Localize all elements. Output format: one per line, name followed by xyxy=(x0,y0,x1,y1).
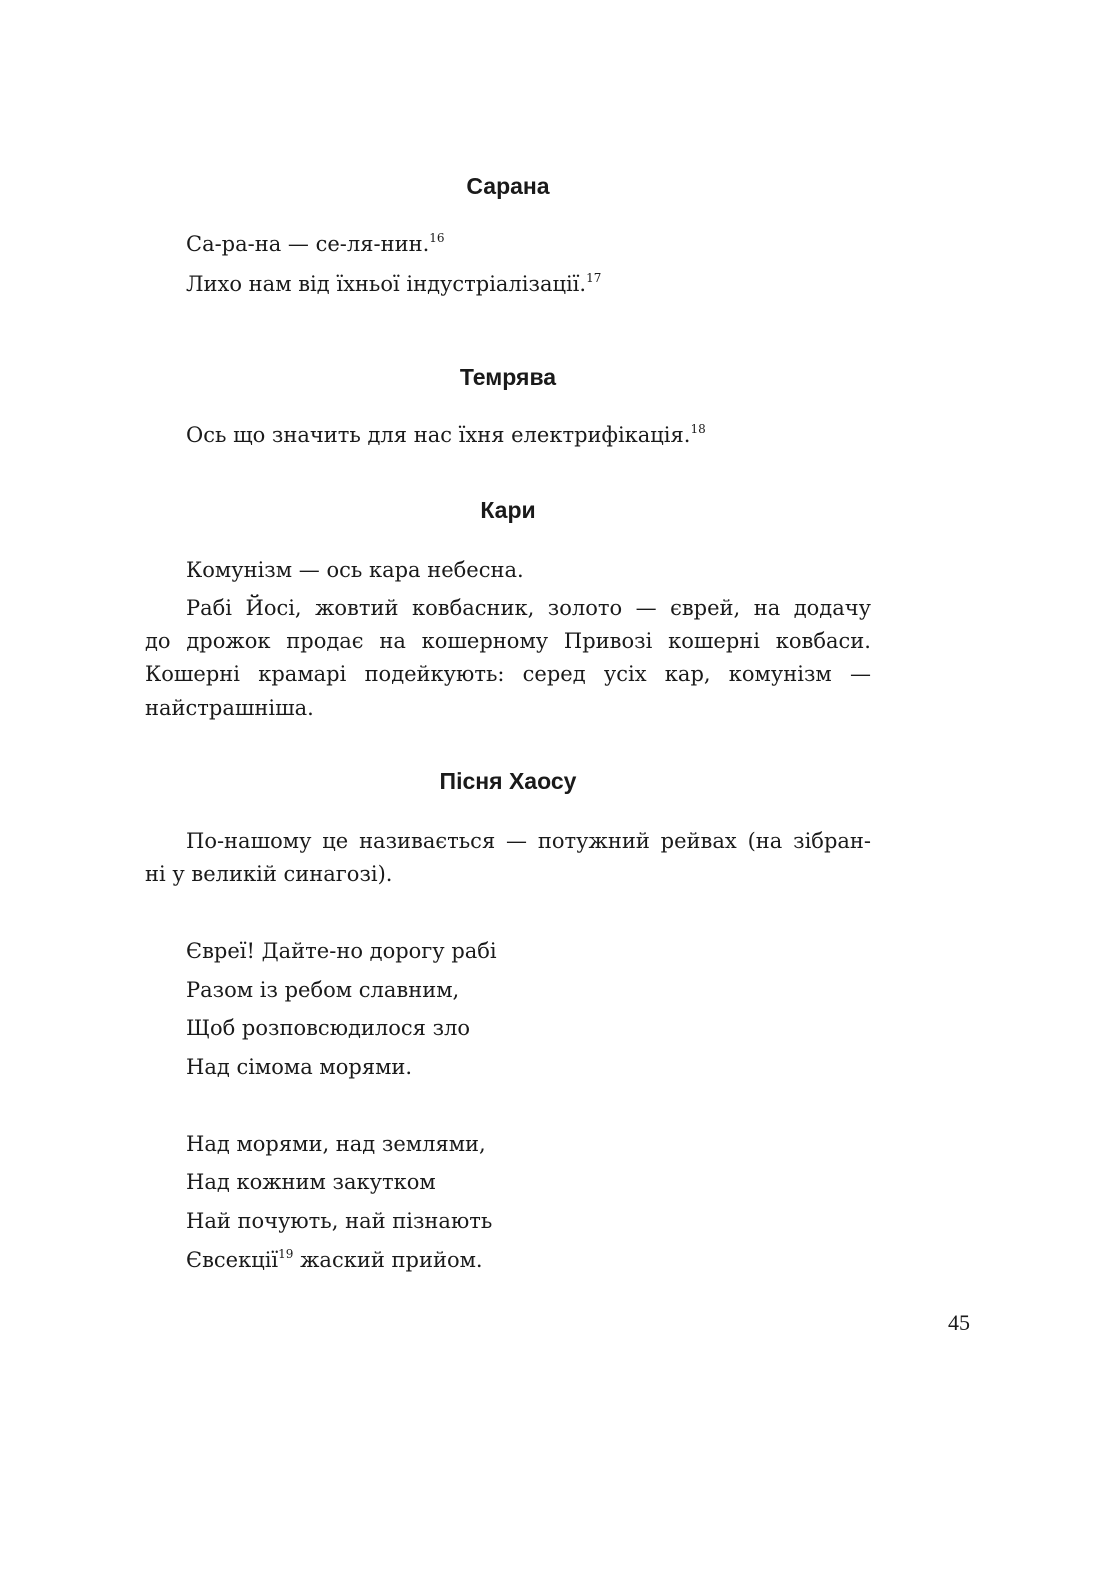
word: подейкують: xyxy=(364,662,505,686)
section-title-kary: Кари xyxy=(480,497,536,523)
word: рейвах xyxy=(660,829,737,853)
word: це xyxy=(322,829,349,853)
stanza-1-line-4: Над сімома морями. xyxy=(186,1055,413,1079)
word: — xyxy=(635,596,657,620)
word: серед xyxy=(522,662,586,686)
word: на xyxy=(379,629,406,653)
word: додачу xyxy=(793,596,871,620)
kary-p2-line-2 xyxy=(145,627,871,655)
page-number: 45 xyxy=(948,1310,970,1335)
stanza-2-line-1: Над морями, над землями, xyxy=(186,1132,486,1156)
section-title-temryava: Темрява xyxy=(459,364,557,390)
kary-p2-line-4: найстрашніша. xyxy=(145,696,314,720)
kary-p2-line-1 xyxy=(186,594,871,622)
pisnya-intro-line-1 xyxy=(186,827,871,855)
word: По-нашому xyxy=(186,829,312,853)
footnote-ref-17: 17 xyxy=(586,271,602,285)
word: кошерні xyxy=(668,629,760,653)
word: Кошерні xyxy=(145,662,241,686)
word: крамарі xyxy=(258,662,347,686)
word: до xyxy=(145,629,171,653)
word: єврей, xyxy=(670,596,741,620)
word: ковбасник, xyxy=(411,596,535,620)
word: Привозі xyxy=(563,629,653,653)
sarana-line-2-text: Лихо нам від їхньої індустріалізації. xyxy=(186,272,587,296)
word: кошерному xyxy=(421,629,549,653)
sarana-line-1 xyxy=(186,230,445,258)
word: зібран- xyxy=(793,829,871,853)
stanza-1-line-2: Разом із ребом славним, xyxy=(186,978,460,1002)
footnote-ref-16: 16 xyxy=(429,231,445,245)
word: потужний xyxy=(537,829,650,853)
word: усіх xyxy=(603,662,647,686)
stanza-2-line-4-post: жаский прийом. xyxy=(293,1248,483,1272)
word: дрожок xyxy=(186,629,271,653)
stanza-2-line-4 xyxy=(186,1246,483,1274)
temryava-line-1-text: Ось що значить для нас їхня електрифікація. xyxy=(186,423,691,447)
footnote-ref-19: 19 xyxy=(278,1247,294,1261)
word: комунізм xyxy=(728,662,832,686)
section-title-pisnya: Пісня Хаосу xyxy=(439,768,577,794)
word: продає xyxy=(286,629,364,653)
word: кар, xyxy=(664,662,711,686)
word: — xyxy=(849,662,871,686)
word: називається xyxy=(359,829,496,853)
footnote-ref-18: 18 xyxy=(690,422,706,436)
word: на xyxy=(753,596,781,620)
stanza-2-line-2: Над кожним закутком xyxy=(186,1170,436,1194)
kary-paragraph-1: Комунізм — ось кара небесна. xyxy=(186,558,524,582)
temryava-line-1 xyxy=(186,421,706,449)
word: — xyxy=(506,829,528,853)
stanza-1-line-1: Євреї! Дайте-но дорогу рабі xyxy=(186,939,497,963)
pisnya-intro-line-2: ні у великій синагозі). xyxy=(145,862,393,886)
word: золото xyxy=(547,596,623,620)
word: ковбаси. xyxy=(775,629,871,653)
word: (на xyxy=(747,829,783,853)
sarana-line-2 xyxy=(186,270,601,298)
sarana-line-1-text: Са-ра-на — се-ля-нин. xyxy=(186,232,430,256)
word: жовтий xyxy=(315,596,399,620)
word: Йосі, xyxy=(245,596,302,620)
stanza-1-line-3: Щоб розповсюдилося зло xyxy=(186,1016,471,1040)
word: Рабі xyxy=(186,596,233,620)
stanza-2-line-3: Най почують, най пізнають xyxy=(186,1209,493,1233)
stanza-2-line-4-pre: Євсекції xyxy=(186,1248,279,1272)
section-title-sarana: Сарана xyxy=(466,173,550,199)
kary-p2-line-3 xyxy=(145,660,871,688)
